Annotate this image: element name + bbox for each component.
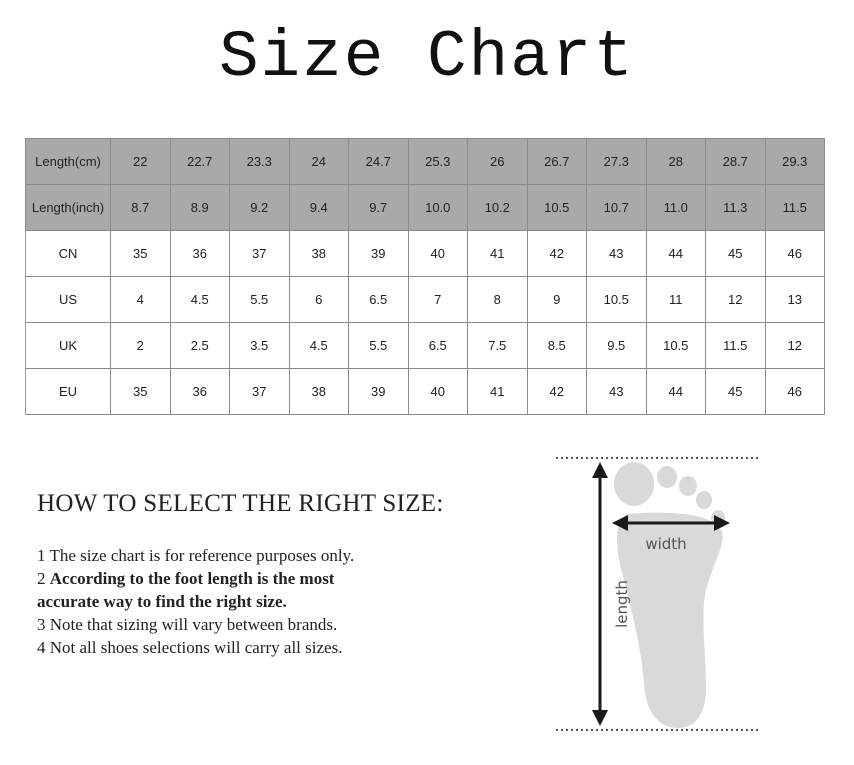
table-cell: 40 <box>408 231 468 277</box>
table-cell: 7.5 <box>468 323 528 369</box>
table-cell: 22 <box>111 139 171 185</box>
row-label: Length(cm) <box>26 139 111 185</box>
table-row <box>26 369 825 415</box>
table-cell: 44 <box>646 369 706 415</box>
table-cell: 6 <box>289 277 349 323</box>
table-cell: 41 <box>468 369 528 415</box>
table-cell: 26 <box>468 139 528 185</box>
table-cell: 11.5 <box>765 185 825 231</box>
table-cell: 39 <box>349 231 409 277</box>
table-cell: 26.7 <box>527 139 587 185</box>
table-cell: 46 <box>765 369 825 415</box>
table-cell: 44 <box>646 231 706 277</box>
table-cell: 4 <box>111 277 171 323</box>
table-cell: 40 <box>408 369 468 415</box>
table-cell: 10.0 <box>408 185 468 231</box>
table-row <box>26 277 825 323</box>
howto-list <box>37 544 457 659</box>
length-arrow-head-bottom <box>592 710 608 726</box>
row-label: UK <box>26 323 111 369</box>
table-cell: 6.5 <box>408 323 468 369</box>
table-cell: 5.5 <box>349 323 409 369</box>
size-table <box>25 138 825 415</box>
table-cell: 10.5 <box>587 277 647 323</box>
table-cell: 12 <box>706 277 766 323</box>
howto-item-2-continued: accurate way to find the right size. <box>37 592 287 611</box>
table-cell: 37 <box>230 369 290 415</box>
table-cell: 24.7 <box>349 139 409 185</box>
length-label: length <box>613 580 631 628</box>
table-cell: 28.7 <box>706 139 766 185</box>
table-row <box>26 139 825 185</box>
length-arrow-head-top <box>592 462 608 478</box>
table-cell: 7 <box>408 277 468 323</box>
table-cell: 36 <box>170 369 230 415</box>
table-cell: 22.7 <box>170 139 230 185</box>
foot-measure-diagram <box>552 452 762 737</box>
table-row <box>26 323 825 369</box>
table-cell: 4.5 <box>170 277 230 323</box>
table-cell: 2.5 <box>170 323 230 369</box>
row-label: Length(inch) <box>26 185 111 231</box>
table-cell: 3.5 <box>230 323 290 369</box>
table-cell: 39 <box>349 369 409 415</box>
howto-item-2: 2 According to the foot length is the most <box>37 569 335 588</box>
table-cell: 35 <box>111 369 171 415</box>
table-cell: 41 <box>468 231 528 277</box>
table-cell: 36 <box>170 231 230 277</box>
table-cell: 8 <box>468 277 528 323</box>
table-cell: 42 <box>527 231 587 277</box>
table-cell: 6.5 <box>349 277 409 323</box>
table-cell: 43 <box>587 231 647 277</box>
table-cell: 45 <box>706 369 766 415</box>
table-cell: 8.7 <box>111 185 171 231</box>
table-cell: 12 <box>765 323 825 369</box>
table-cell: 11.0 <box>646 185 706 231</box>
table-cell: 9.4 <box>289 185 349 231</box>
table-cell: 38 <box>289 231 349 277</box>
table-cell: 11 <box>646 277 706 323</box>
table-cell: 10.5 <box>646 323 706 369</box>
table-cell: 8.5 <box>527 323 587 369</box>
table-cell: 25.3 <box>408 139 468 185</box>
table-cell: 10.2 <box>468 185 528 231</box>
table-cell: 10.5 <box>527 185 587 231</box>
row-label: CN <box>26 231 111 277</box>
table-cell: 45 <box>706 231 766 277</box>
table-cell: 28 <box>646 139 706 185</box>
table-cell: 9.5 <box>587 323 647 369</box>
table-cell: 9 <box>527 277 587 323</box>
table-cell: 9.7 <box>349 185 409 231</box>
table-cell: 29.3 <box>765 139 825 185</box>
row-label: US <box>26 277 111 323</box>
table-cell: 5.5 <box>230 277 290 323</box>
howto-heading: HOW TO SELECT THE RIGHT SIZE: <box>37 490 444 517</box>
table-cell: 38 <box>289 369 349 415</box>
table-cell: 24 <box>289 139 349 185</box>
table-cell: 35 <box>111 231 171 277</box>
table-cell: 9.2 <box>230 185 290 231</box>
table-cell: 43 <box>587 369 647 415</box>
page-title: Size Chart <box>218 20 636 95</box>
table-cell: 37 <box>230 231 290 277</box>
table-cell: 11.3 <box>706 185 766 231</box>
table-cell: 4.5 <box>289 323 349 369</box>
table-cell: 46 <box>765 231 825 277</box>
table-cell: 11.5 <box>706 323 766 369</box>
howto-item-3: 3 Note that sizing will vary between brands. <box>37 615 338 634</box>
row-label: EU <box>26 369 111 415</box>
table-cell: 2 <box>111 323 171 369</box>
table-cell: 13 <box>765 277 825 323</box>
table-row <box>26 231 825 277</box>
table-cell: 8.9 <box>170 185 230 231</box>
howto-item-4: 4 Not all shoes selections will carry all sizes. <box>37 638 343 657</box>
howto-item-1: 1 The size chart is for reference purposes only. <box>37 546 355 565</box>
table-row <box>26 185 825 231</box>
width-label: width <box>645 535 687 553</box>
table-cell: 10.7 <box>587 185 647 231</box>
table-cell: 42 <box>527 369 587 415</box>
table-cell: 23.3 <box>230 139 290 185</box>
table-cell: 27.3 <box>587 139 647 185</box>
